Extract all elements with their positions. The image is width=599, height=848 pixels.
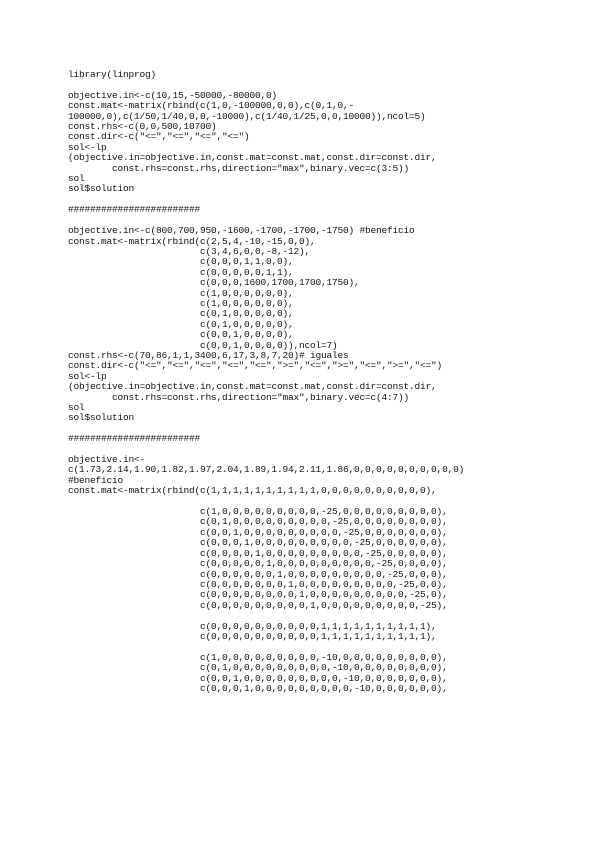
code-line: const.mat<-matrix(rbind(c(2,5,4,-10,-15,0,0), (68, 235, 316, 247)
code-line: sol$solution (68, 183, 135, 195)
code-line: const.mat<-matrix(rbind(c(1,0,-100000,0,0),c(0,1,0,- (68, 100, 355, 112)
code-line: sol (68, 402, 85, 413)
code-line: const.rhs<-c(70,86,1,1,3400,6,17,3,8,7,20)# iguales (68, 349, 349, 361)
code-line: library(linprog) (68, 69, 157, 80)
code-line: c(0,0,0,0,0,0,0,0,0,1,0,0,0,0,0,0,0,0,0,-25), (68, 599, 448, 611)
code-line: c(0,0,1,0,0,0,0), (68, 329, 294, 341)
code-line: c(1,0,0,0,0,0,0,0,0,0,-10,0,0,0,0,0,0,0,0,0), (68, 651, 448, 663)
code-line: const.rhs=const.rhs,direction="max",binary.vec=c(4:7)) (68, 391, 410, 403)
code-line: c(0,1,0,0,0,0,0), (68, 318, 294, 330)
code-line: #beneficio (68, 474, 124, 486)
code-line: sol<-lp (68, 141, 107, 153)
code-line: c(0,0,0,0,1,0,0,0,0,0,0,0,0,0,-25,0,0,0,0,0), (68, 547, 448, 559)
code-line: c(0,0,0,0,0,1,1), (68, 266, 294, 278)
code-line: const.mat<-matrix(rbind(c(1,1,1,1,1,1,1,1,1,1,0,0,0,0,0,0,0,0,0,0), (68, 485, 437, 497)
code-line: c(0,0,0,1,0,0,0,0,0,0,0,0,0,-25,0,0,0,0,0,0), (68, 537, 448, 549)
code-line: const.dir<-c("<=","<=","<=","<=","<=",">=","<=",">=","<=",">=","<=") (68, 360, 443, 372)
r-code-listing (68, 70, 464, 694)
code-line: objective.in<- (68, 454, 146, 466)
code-line: c(0,1,0,0,0,0,0), (68, 308, 294, 320)
code-line: c(0,0,0,1,1,0,0), (68, 256, 294, 268)
code-line: sol (68, 173, 85, 185)
code-line: 100000,0),c(1/50,1/40,0,0,-10000),c(1/40,1/25,0,0,10000)),ncol=5) (68, 110, 426, 122)
code-line: c(0,0,0,1,0,0,0,0,0,0,0,0,0,-10,0,0,0,0,0,0), (68, 682, 448, 694)
code-line: ######################## (68, 433, 201, 445)
code-line: c(0,0,0,0,0,0,0,1,0,0,0,0,0,0,0,0,0,-25,0,0), (68, 578, 448, 590)
code-line: (objective.in=objective.in,const.mat=const.mat,const.dir=const.dir, (68, 152, 437, 164)
code-line: c(1.73,2.14,1.90,1.82,1.97,2.04,1.89,1.94,2.11,1.86,0,0,0,0,0,0,0,0,0,0) (68, 464, 465, 476)
code-line: objective.in<-c(10,15,-50000,-80000,0) (68, 89, 278, 101)
code-line: c(1,0,0,0,0,0,0), (68, 287, 294, 299)
code-line: sol$solution (68, 412, 135, 424)
code-line: c(0,0,1,0,0,0,0,0,0,0,0,0,-10,0,0,0,0,0,0,0), (68, 672, 448, 684)
code-line: c(0,0,1,0,0,0,0,0,0,0,0,0,-25,0,0,0,0,0,0,0), (68, 526, 448, 538)
code-line: c(1,0,0,0,0,0,0), (68, 297, 294, 309)
code-line: c(0,1,0,0,0,0,0,0,0,0,0,-25,0,0,0,0,0,0,0,0), (68, 516, 448, 528)
code-line: c(0,0,0,0,0,0,1,0,0,0,0,0,0,0,0,0,-25,0,0,0), (68, 568, 448, 580)
code-line: const.rhs<-c(0,0,500,10700) (68, 121, 217, 133)
code-line: const.rhs=const.rhs,direction="max",binary.vec=c(3:5)) (68, 162, 410, 174)
code-line: c(0,0,0,1600,1700,1700,1750), (68, 277, 360, 289)
code-line: c(0,0,0,0,0,0,0,0,0,0,1,1,1,1,1,1,1,1,1,1), (68, 630, 437, 642)
code-line: c(0,0,1,0,0,0,0)),ncol=7) (68, 339, 338, 351)
code-line: ######################## (68, 204, 201, 216)
code-line: c(0,0,0,0,0,0,0,0,0,0,1,1,1,1,1,1,1,1,1,1), (68, 620, 437, 632)
code-line: c(0,0,0,0,0,1,0,0,0,0,0,0,0,0,0,-25,0,0,0,0), (68, 558, 448, 570)
code-line: c(1,0,0,0,0,0,0,0,0,0,-25,0,0,0,0,0,0,0,0,0), (68, 506, 448, 518)
code-line: sol<-lp (68, 370, 107, 382)
code-line: c(0,0,0,0,0,0,0,0,1,0,0,0,0,0,0,0,0,0,-25,0), (68, 589, 448, 601)
code-line: const.dir<-c("<=","<=","<=","<=") (68, 131, 250, 143)
code-line: objective.in<-c(800,700,950,-1600,-1700,-1700,-1750) #beneficio (68, 225, 415, 237)
code-line: c(3,4,6,0,0,-8,-12), (68, 245, 311, 257)
code-line: c(0,1,0,0,0,0,0,0,0,0,0,-10,0,0,0,0,0,0,0,0), (68, 662, 448, 674)
code-line: (objective.in=objective.in,const.mat=const.mat,const.dir=const.dir, (68, 381, 437, 393)
